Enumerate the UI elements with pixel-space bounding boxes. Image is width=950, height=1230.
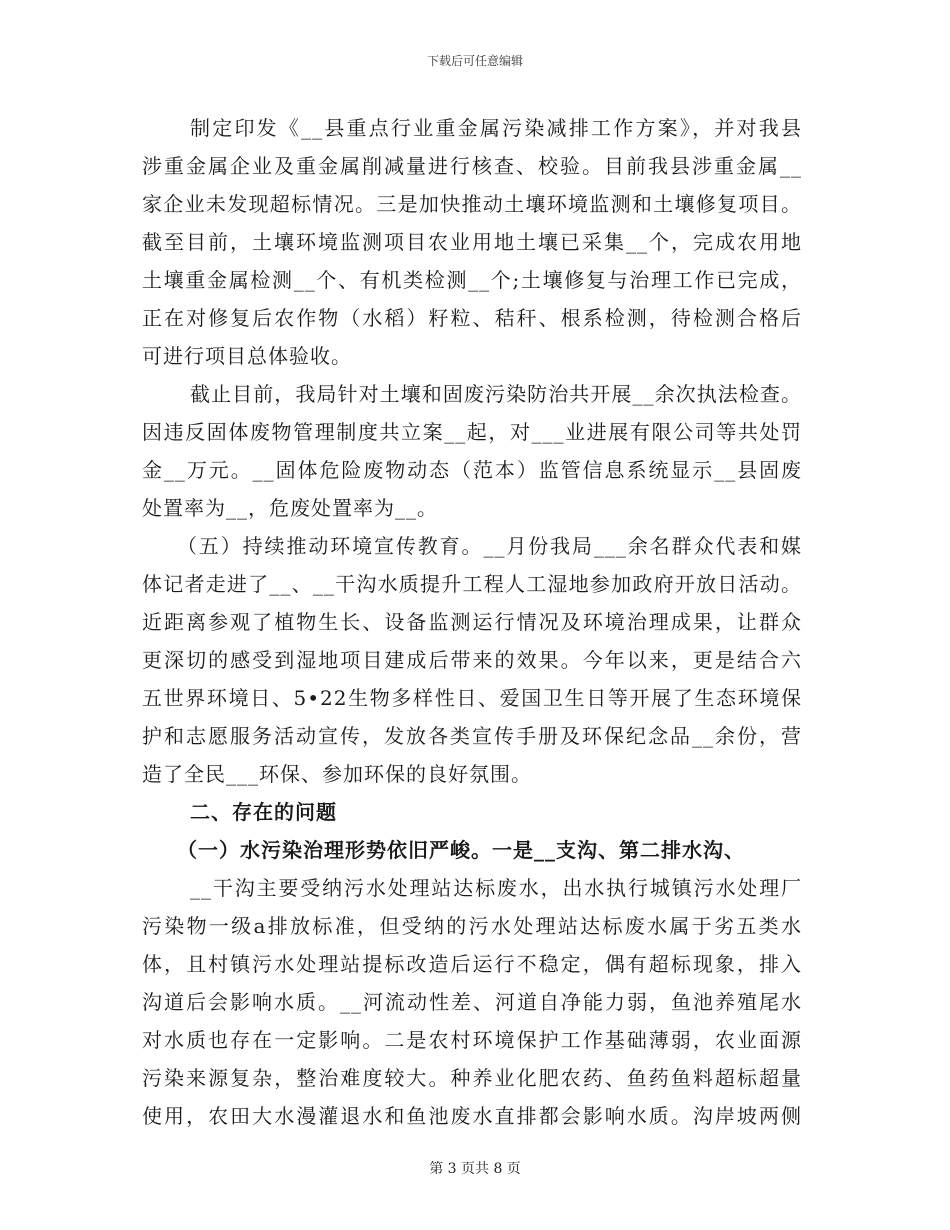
text-line: 造了全民___环保、参加环保的良好氛围。 <box>142 762 532 786</box>
text-line: 因违反固体废物管理制度共立案__起，对___业进展有限公司等共处罚 <box>142 420 802 444</box>
text-line: 涉重金属企业及重金属削减量进行核查、校验。目前我县涉重金属__ <box>142 154 802 178</box>
text-line: 正在对修复后农作物（水稻）籽粒、秸秆、根系检测，待检测合格后 <box>142 306 802 330</box>
text-line: 污染来源复杂，整治难度较大。种养业化肥农药、鱼药鱼料超标超量 <box>142 1066 802 1090</box>
text-line: 沟道后会影响水质。__河流动性差、河道自净能力弱，鱼池养殖尾水 <box>142 990 802 1014</box>
text-line: 五世界环境日、5•22生物多样性日、爱国卫生日等开展了生态环境保 <box>142 686 802 710</box>
text-line: 处置率为__，危废处置率为__。 <box>142 496 438 520</box>
text-line: 金__万元。__固体危险废物动态（范本）监管信息系统显示__县固废 <box>142 458 802 482</box>
text-line: 体记者走进了__、__干沟水质提升工程人工湿地参加政府开放日活动。 <box>142 572 802 596</box>
text-line: 截至目前，土壤环境监测项目农业用地土壤已采集__个，完成农用地 <box>142 230 802 254</box>
section-heading: 二、存在的问题 <box>190 800 337 824</box>
text-line: 更深切的感受到湿地项目建成后带来的效果。今年以来，更是结合六 <box>142 648 802 672</box>
text-line: 土壤重金属检测__个、有机类检测__个;土壤修复与治理工作已完成， <box>142 268 802 292</box>
text-line: 近距离参观了植物生长、设备监测运行情况及环境治理成果，让群众 <box>142 610 802 634</box>
text-line: 家企业未发现超标情况。三是加快推动土壤环境监测和土壤修复项目。 <box>142 192 802 216</box>
text-line: 护和志愿服务活动宣传，发放各类宣传手册及环保纪念品__余份，营 <box>142 724 802 748</box>
text-line: 污染物一级a排放标准，但受纳的污水处理站达标废水属于劣五类水 <box>142 914 802 938</box>
text-line: 对水质也存在一定影响。二是农村环境保护工作基础薄弱，农业面源 <box>142 1028 802 1052</box>
text-line: 可进行项目总体验收。 <box>142 344 352 368</box>
text-line: （五）持续推动环境宣传教育。__月份我局___余名群众代表和媒 <box>177 534 802 558</box>
text-line: 体，且村镇污水处理站提标改造后运行不稳定，偶有超标现象，排入 <box>142 952 802 976</box>
text-line: 截止目前，我局针对土壤和固废污染防治共开展__余次执法检查。 <box>190 382 802 406</box>
page-header: 下载后可任意编辑 <box>426 54 523 68</box>
text-line: __干沟主要受纳污水处理站达标废水，出水执行城镇污水处理厂 <box>190 876 802 900</box>
subsection-heading: （一）水污染治理形势依旧严峻。一是__支沟、第二排水沟、 <box>177 838 745 862</box>
page-footer: 第 3 页共 8 页 <box>429 1161 521 1177</box>
text-line: 制定印发《__县重点行业重金属污染减排工作方案》，并对我县 <box>190 116 802 140</box>
text-line: 使用，农田大水漫灌退水和鱼池废水直排都会影响水质。沟岸坡两侧 <box>142 1104 802 1128</box>
